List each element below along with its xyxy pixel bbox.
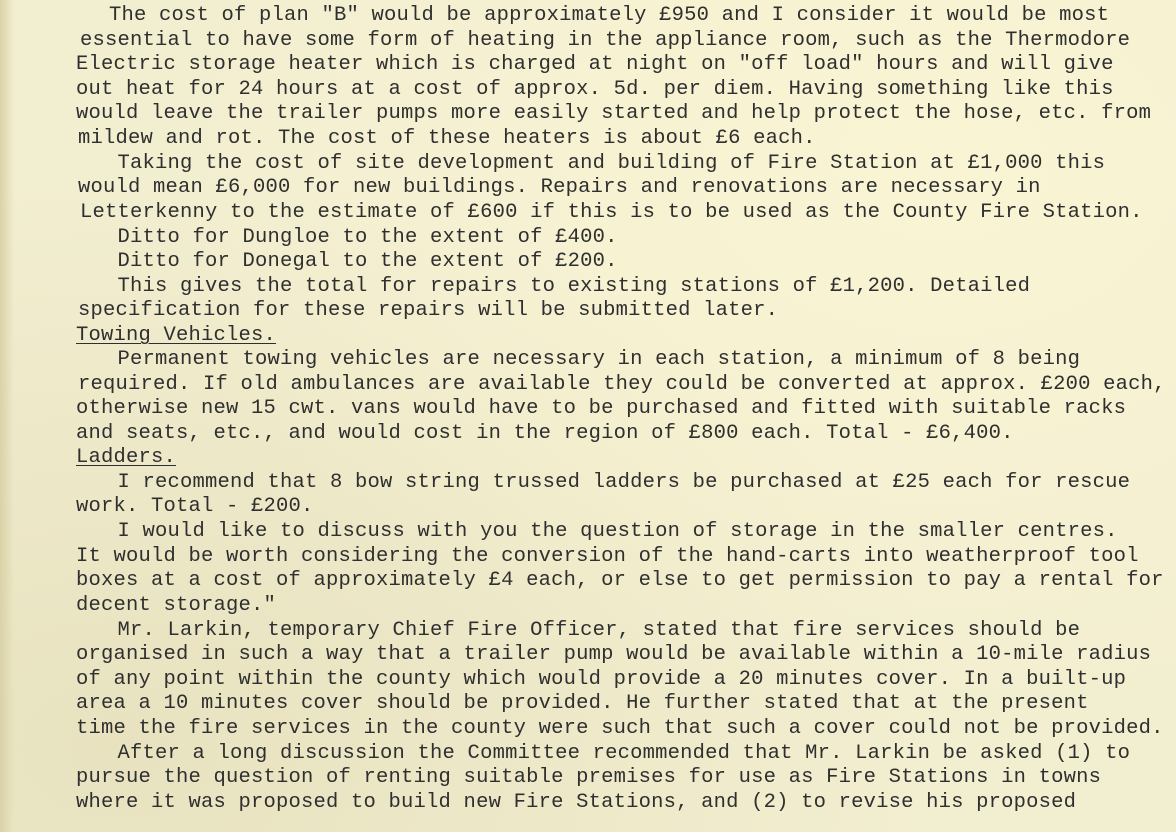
document-text-line: Electric storage heater which is charged at night on "off load" hours and will give <box>76 53 1114 76</box>
document-text-line: time the fire services in the county were such that such a cover could not be provided. <box>76 717 1164 740</box>
document-text-line: I would like to discuss with you the question of storage in the smaller centres. <box>80 520 1118 543</box>
document-text-line: essential to have some form of heating in the appliance room, such as the Thermodore <box>80 29 1131 52</box>
document-text-line: The cost of plan "B" would be approximately £950 and I consider it would be most <box>84 4 1110 27</box>
document-text-line: specification for these repairs will be submitted later. <box>78 299 779 322</box>
document-text-line: I recommend that 8 bow string trussed ladders be purchased at £25 each for rescue <box>80 471 1131 494</box>
document-text-line: out heat for 24 hours at a cost of approx. 5d. per diem. Having something like this <box>76 78 1114 101</box>
document-text-line: and seats, etc., and would cost in the region of £800 each. Total - £6,400. <box>76 422 1014 445</box>
document-text-line: Mr. Larkin, temporary Chief Fire Officer, stated that fire services should be <box>80 619 1081 642</box>
document-text-line: mildew and rot. The cost of these heaters is about £6 each. <box>78 127 816 150</box>
document-text-line: required. If old ambulances are available they could be converted at approx. £200 each, <box>78 373 1166 396</box>
page-edge-shadow <box>0 0 14 832</box>
document-text-line: Letterkenny to the estimate of £600 if this is to be used as the County Fire Station. <box>80 201 1143 224</box>
document-text-line: After a long discussion the Committee recommended that Mr. Larkin be asked (1) to <box>80 742 1131 765</box>
document-text-line: work. Total - £200. <box>76 495 314 518</box>
document-text-line: Ditto for Donegal to the extent of £200. <box>80 250 618 273</box>
document-text-line: organised in such a way that a trailer pump would be available within a 10-mile radius <box>76 643 1152 666</box>
document-text-line: where it was proposed to build new Fire Stations, and (2) to revise his proposed <box>76 791 1077 814</box>
document-text-line: Ditto for Dungloe to the extent of £400. <box>80 226 618 249</box>
document-text-line: Permanent towing vehicles are necessary in each station, a minimum of 8 being <box>80 348 1081 371</box>
document-text-line: otherwise new 15 cwt. vans would have to be purchased and fitted with suitable racks <box>76 397 1127 420</box>
document-text-line: would leave the trailer pumps more easily started and help protect the hose, etc. from <box>76 102 1152 125</box>
document-text-line: would mean £6,000 for new buildings. Repairs and renovations are necessary in <box>78 176 1041 199</box>
document-text-line: decent storage." <box>76 594 277 617</box>
document-text-line: area a 10 minutes cover should be provided. He further stated that at the present <box>76 692 1089 715</box>
section-heading: Towing Vehicles. <box>76 324 277 347</box>
document-text-line: Taking the cost of site development and building of Fire Station at £1,000 this <box>80 152 1106 175</box>
section-heading: Ladders. <box>76 446 177 469</box>
document-text-line: of any point within the county which would provide a 20 minutes cover. In a built-up <box>76 668 1127 691</box>
document-text-line: boxes at a cost of approximately £4 each, or else to get permission to pay a rental for <box>76 569 1164 592</box>
document-text-line: It would be worth considering the conversion of the hand-carts into weatherproof tool <box>76 545 1139 568</box>
document-text-line: pursue the question of renting suitable premises for use as Fire Stations in towns <box>76 766 1102 789</box>
document-text-line: This gives the total for repairs to existing stations of £1,200. Detailed <box>80 275 1031 298</box>
